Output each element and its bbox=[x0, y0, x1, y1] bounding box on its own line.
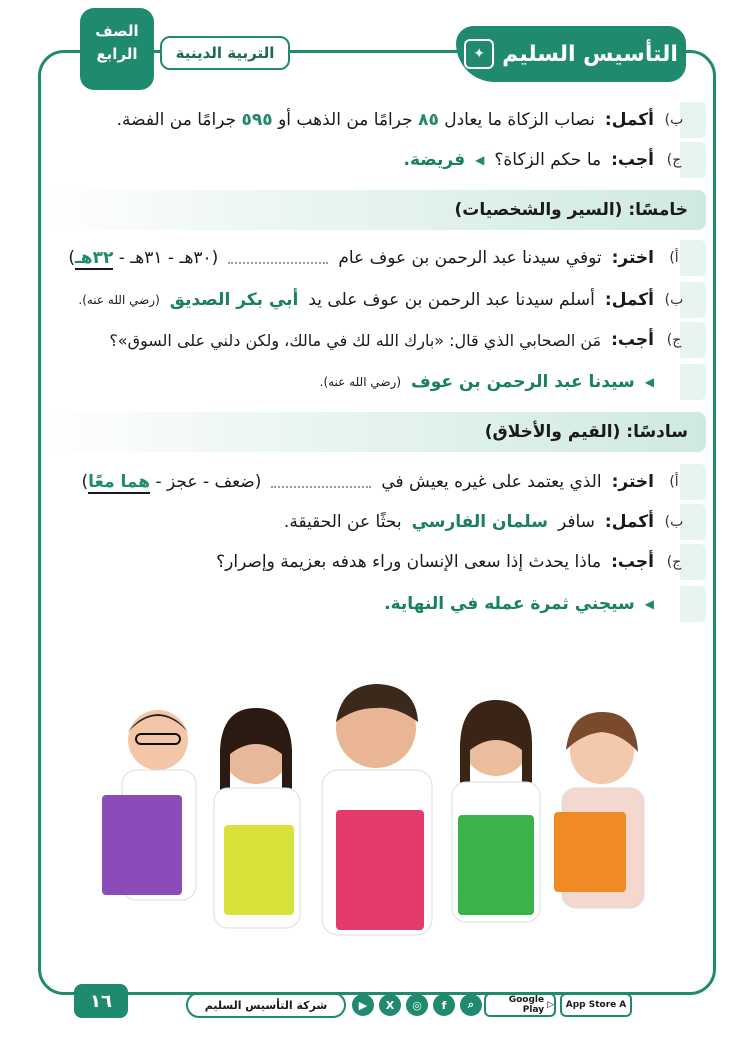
answer-text: سيدنا عبد الرحمن بن عوف bbox=[411, 372, 635, 392]
child-1 bbox=[102, 710, 196, 900]
question-letter: ج) bbox=[666, 152, 682, 168]
text-part: نصاب الزكاة ما يعادل bbox=[444, 110, 595, 130]
question-letter: ج) bbox=[666, 554, 682, 570]
answer-text: سلمان الفارسي bbox=[411, 512, 548, 532]
blank-line bbox=[228, 252, 328, 264]
question-letter: ب) bbox=[664, 514, 684, 530]
question-keyword: اختر: bbox=[611, 472, 654, 492]
app-store-button[interactable] bbox=[560, 993, 632, 1017]
row-sidebar bbox=[680, 364, 706, 400]
choice-text: (ضعف - عجز - bbox=[155, 472, 262, 492]
grade-line-1: الصف bbox=[95, 22, 139, 40]
correct-choice: هما معًا bbox=[88, 472, 151, 492]
brand-name: التأسيس السليم bbox=[502, 41, 678, 67]
question-row bbox=[60, 290, 684, 310]
row-sidebar bbox=[680, 586, 706, 622]
question-letter: ب) bbox=[664, 112, 684, 128]
brand-logo-icon: ✦ bbox=[464, 39, 494, 69]
question-row bbox=[60, 552, 684, 572]
subject-title: التربية الدينية bbox=[160, 36, 290, 70]
grade-line-2: الرابع bbox=[96, 45, 138, 64]
question-keyword: أكمل: bbox=[604, 512, 654, 532]
store-label: Google Play bbox=[508, 995, 545, 1015]
question-row bbox=[60, 330, 684, 350]
choice-text: (٣٠هـ - ٣١هـ - bbox=[118, 248, 219, 268]
social-icons bbox=[352, 992, 482, 1018]
children-with-books-illustration bbox=[96, 670, 656, 940]
text-part: جرامًا من الذهب أو bbox=[278, 110, 413, 130]
question-row bbox=[60, 248, 684, 268]
facebook-icon[interactable]: f bbox=[433, 994, 455, 1016]
question-row bbox=[60, 110, 684, 130]
choice-options bbox=[68, 248, 218, 268]
question-keyword: أكمل: bbox=[604, 290, 654, 310]
question-letter: ب) bbox=[664, 292, 684, 308]
question-letter: ج) bbox=[666, 332, 682, 348]
answer-text: سيجني ثمرة عمله في النهاية. bbox=[384, 594, 635, 614]
honorific: (رضي الله عنه). bbox=[319, 375, 402, 389]
question-text: ماذا يحدث إذا سعى الإنسان وراء هدفه بعزيمة وإصرار؟ bbox=[216, 552, 602, 572]
arrow-icon: ◀ bbox=[644, 597, 654, 611]
section-header bbox=[44, 412, 706, 452]
answer-number: ٨٥ bbox=[418, 110, 439, 130]
text-part: بحثًا عن الحقيقة. bbox=[283, 512, 402, 532]
text-part: جرامًا من الفضة. bbox=[116, 110, 237, 130]
honorific: (رضي الله عنه). bbox=[78, 293, 160, 307]
question-letter: أ) bbox=[669, 474, 679, 490]
question-text: أسلم سيدنا عبد الرحمن بن عوف على يد bbox=[308, 290, 595, 310]
answer-text: أبي بكر الصديق bbox=[169, 290, 299, 310]
question-text: ما حكم الزكاة؟ bbox=[494, 150, 602, 170]
child-2 bbox=[214, 708, 300, 928]
answer-row bbox=[60, 372, 684, 392]
instagram-icon[interactable]: ◎ bbox=[406, 994, 428, 1016]
answer-row bbox=[60, 594, 684, 614]
choice-text: ) bbox=[81, 472, 89, 492]
choice-options bbox=[81, 472, 261, 492]
grade-badge bbox=[80, 8, 154, 90]
arrow-icon: ◀ bbox=[475, 153, 485, 167]
blank-line bbox=[271, 476, 371, 488]
page-number: ١٦ bbox=[74, 984, 128, 1018]
x-icon[interactable]: X bbox=[379, 994, 401, 1016]
search-icon[interactable]: ⌕ bbox=[460, 994, 482, 1016]
store-label: App Store bbox=[565, 1000, 617, 1010]
apple-icon: A bbox=[619, 1000, 627, 1010]
choice-text: ) bbox=[68, 248, 75, 268]
question-keyword: أجب: bbox=[611, 330, 654, 350]
section-header bbox=[44, 190, 706, 230]
question-text: توفي سيدنا عبد الرحمن بن عوف عام bbox=[338, 248, 602, 268]
brand-banner bbox=[456, 26, 686, 82]
question-keyword: أكمل: bbox=[604, 110, 654, 130]
child-3 bbox=[322, 684, 432, 935]
question-row bbox=[60, 512, 684, 532]
question-keyword: أجب: bbox=[611, 552, 654, 572]
google-play-button[interactable] bbox=[484, 993, 556, 1017]
question-keyword: اختر: bbox=[611, 248, 654, 268]
play-icon: ▷ bbox=[547, 1000, 554, 1010]
question-text bbox=[117, 110, 595, 130]
correct-choice: ٣٢هـ bbox=[74, 248, 114, 268]
company-name: شركة التأسيس السليم bbox=[186, 992, 346, 1018]
youtube-icon[interactable]: ▶ bbox=[352, 994, 374, 1016]
text-part: سافر bbox=[557, 512, 595, 532]
answer-text: فريضة. bbox=[403, 150, 466, 170]
arrow-icon: ◀ bbox=[644, 375, 654, 389]
question-row bbox=[60, 472, 684, 492]
child-4 bbox=[452, 700, 540, 922]
question-text: مَن الصحابي الذي قال: «بارك الله لك في مالك، ولكن دلني على السوق»؟ bbox=[109, 330, 602, 350]
question-keyword: أجب: bbox=[611, 150, 654, 170]
section-title: سادسًا: (القيم والأخلاق) bbox=[484, 422, 688, 442]
question-row bbox=[60, 150, 684, 170]
child-5 bbox=[554, 712, 644, 908]
question-text: الذي يعتمد على غيره يعيش في bbox=[381, 472, 602, 492]
section-title: خامسًا: (السير والشخصيات) bbox=[454, 200, 688, 220]
question-letter: أ) bbox=[669, 250, 679, 266]
answer-number: ٥٩٥ bbox=[241, 110, 273, 130]
